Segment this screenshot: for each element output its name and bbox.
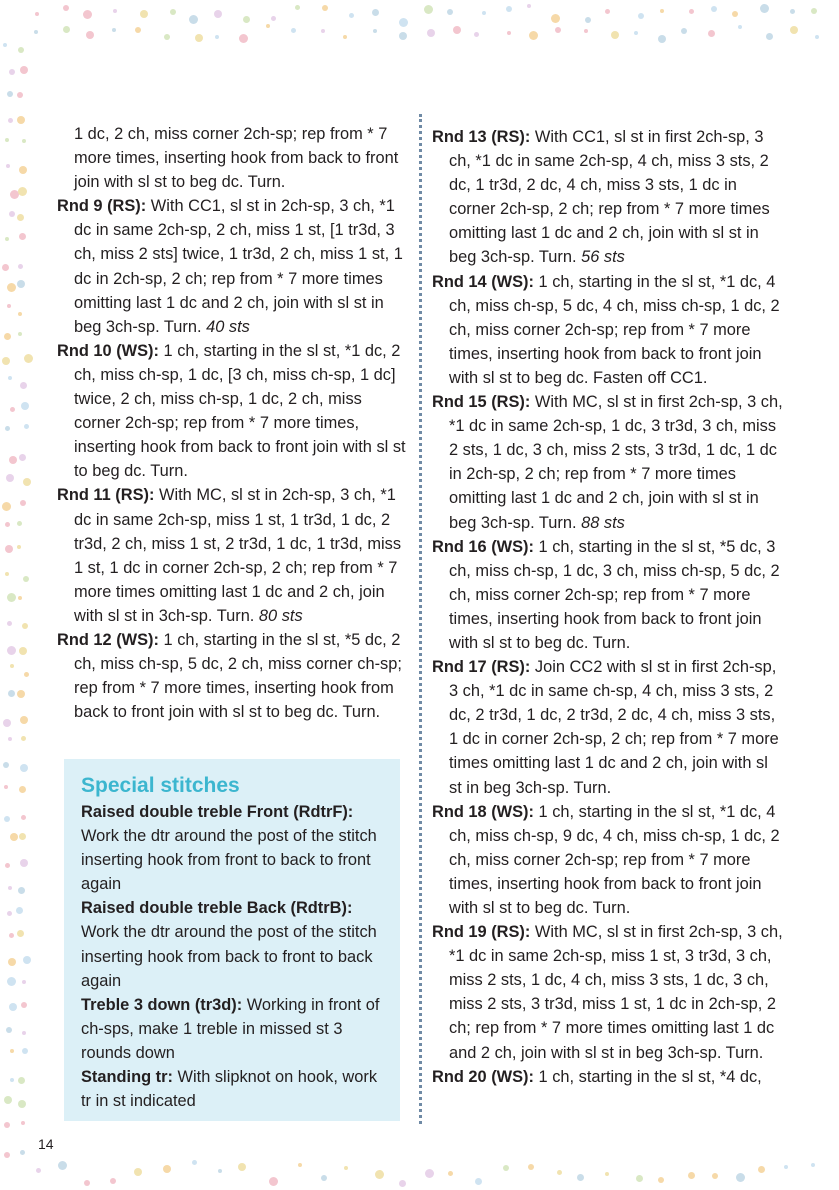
decorative-dot <box>10 407 15 412</box>
decorative-dot <box>21 815 26 820</box>
decorative-dot <box>189 15 198 24</box>
decorative-dot <box>636 1175 643 1182</box>
decorative-dot <box>506 6 512 12</box>
decorative-dot <box>163 1165 171 1173</box>
round-label: Rnd 20 (WS): <box>432 1067 534 1086</box>
round-text: With CC1, sl st in 2ch-sp, 3 ch, *1 dc in same 2ch-sp, 2 ch, miss 1 st, [1 tr3d, 3 ch, miss 2 sts] twice, 1 tr3d, 2 ch, miss 1 st, 1 dc in 2ch-sp, 2 ch; rep from * 7 more times omitting last 1 dc and 2 ch, join with sl st in beg 3ch-sp. Turn. <box>74 197 403 336</box>
round-text: 1 ch, starting in the sl st, *1 dc, 2 ch, miss ch-sp, 1 dc, [3 ch, miss ch-sp, 1 dc] twice, 2 ch, miss ch-sp, 1 dc, 2 ch, miss corner 2ch-sp; rep from * 7 more times, inserting hook from back to front join with sl st to beg dc. Turn. <box>74 341 406 481</box>
decorative-dot <box>689 9 694 14</box>
decorative-dot <box>7 304 11 308</box>
decorative-dot <box>17 92 23 98</box>
round-label: Rnd 18 (WS): <box>432 802 534 821</box>
decorative-dot <box>399 1180 406 1187</box>
decorative-dot <box>215 35 219 39</box>
round-label: Rnd 17 (RS): <box>432 658 531 677</box>
round-label: Rnd 11 (RS): <box>57 486 155 505</box>
decorative-dot <box>3 762 9 768</box>
decorative-dot <box>110 1178 116 1184</box>
decorative-dot <box>475 1178 482 1185</box>
round-text: With MC, sl st in first 2ch-sp, 3 ch, *1 dc in same 2ch-sp, miss 1 st, 3 tr3d, 3 ch, miss 2 sts, 1 dc, 4 ch, miss 3 sts, 1 dc, 3 ch, miss 2 sts, 3 tr3d, miss 1 st, 1 dc in 2ch-sp, 2 ch; rep from * 7 more times omitting last 1 dc and 2 ch, join with sl st in beg 3ch-sp. Turn. <box>449 923 783 1062</box>
decorative-dot <box>23 956 31 964</box>
decorative-dot <box>760 4 769 13</box>
decorative-dot <box>18 1100 26 1108</box>
decorative-dot <box>811 1163 815 1167</box>
decorative-dot <box>766 33 773 40</box>
decorative-dot <box>5 426 10 431</box>
round-15 <box>432 390 784 535</box>
decorative-dot <box>758 1166 765 1173</box>
decorative-dot <box>8 118 13 123</box>
decorative-dot <box>8 376 12 380</box>
decorative-dot <box>4 816 10 822</box>
decorative-dot <box>9 211 15 217</box>
decorative-dot <box>424 5 433 14</box>
decorative-dot <box>22 1031 26 1035</box>
decorative-dot <box>266 24 270 28</box>
decorative-dot <box>214 10 222 18</box>
decorative-dot <box>7 646 16 655</box>
decorative-dot <box>10 1078 14 1082</box>
decorative-dot <box>18 312 22 316</box>
decorative-dot <box>19 233 26 240</box>
right-column <box>432 125 784 1089</box>
decorative-dot <box>19 786 26 793</box>
decorative-dot <box>4 1096 12 1104</box>
decorative-dot <box>10 833 18 841</box>
decorative-dot <box>243 16 250 23</box>
round-label: Rnd 15 (RS): <box>432 393 531 412</box>
decorative-dot <box>5 138 9 142</box>
stitch-text: With slipknot on hook, work tr in st indicated <box>81 1068 378 1111</box>
decorative-dot <box>732 11 738 17</box>
decorative-dot <box>291 28 296 33</box>
stitch-count: 40 sts <box>206 317 250 336</box>
decorative-dot <box>9 933 14 938</box>
decorative-dot <box>784 1165 788 1169</box>
decorative-dot <box>5 237 9 241</box>
special-stitch-item <box>81 896 386 992</box>
decorative-dot <box>10 190 19 199</box>
decorative-dot <box>557 1170 562 1175</box>
decorative-dot <box>269 1177 278 1186</box>
decorative-dot <box>2 264 9 271</box>
round-13 <box>432 125 784 270</box>
decorative-dot <box>19 647 27 655</box>
decorative-dot <box>8 886 12 890</box>
decorative-dot <box>6 474 14 482</box>
decorative-dot <box>113 9 117 13</box>
decorative-dot <box>527 4 531 8</box>
round-16 <box>432 535 784 655</box>
round-text: With CC1, sl st in first 2ch-sp, 3 ch, *1 dc in same 2ch-sp, 4 ch, miss 3 sts, 2 dc, 1 tr3d, 2 dc, 4 ch, miss 3 sts, 1 dc in corner 2ch-sp, 2 ch; rep from * 7 more times omitting last 1 dc and 2 ch, join with sl st in beg 3ch-sp. Turn. <box>449 128 770 267</box>
decorative-dot <box>5 545 13 553</box>
round-label: Rnd 9 (RS): <box>57 197 147 216</box>
decorative-dot <box>605 9 610 14</box>
decorative-dot <box>660 9 664 13</box>
decorative-dot <box>8 958 16 966</box>
decorative-dot <box>18 332 22 336</box>
round-text: 1 ch, starting in the sl st, *4 dc, <box>533 1067 762 1086</box>
decorative-dot <box>321 29 325 33</box>
decorative-dot <box>344 1166 348 1170</box>
decorative-dot <box>17 930 24 937</box>
decorative-dot <box>373 29 377 33</box>
round-label: Rnd 13 (RS): <box>432 128 531 146</box>
decorative-dot <box>503 1165 509 1171</box>
round-text: 1 ch, starting in the sl st, *5 dc, 3 ch, miss ch-sp, 1 dc, 3 ch, miss ch-sp, 5 dc, 2 ch, miss corner 2ch-sp; rep from * 7 more times, inserting hook from back to front join with sl st to beg dc. Turn. <box>449 537 780 652</box>
decorative-dot <box>555 27 561 33</box>
round-17 <box>432 655 784 800</box>
decorative-dot <box>164 34 170 40</box>
decorative-dot <box>22 1048 28 1054</box>
round-label: Rnd 12 (WS): <box>57 630 159 649</box>
decorative-dot <box>447 9 453 15</box>
decorative-dot <box>8 690 15 697</box>
stitch-count: 80 sts <box>258 606 303 625</box>
decorative-dot <box>63 5 69 11</box>
decorative-dot <box>21 736 26 741</box>
decorative-dot <box>638 13 644 19</box>
decorative-dot <box>2 357 10 365</box>
decorative-dot <box>239 34 248 43</box>
decorative-dot <box>86 31 94 39</box>
round-text: 1 ch, starting in the sl st, *1 dc, 4 ch, miss ch-sp, 9 dc, 4 ch, miss ch-sp, 1 dc, 2 ch, miss corner 2ch-sp; rep from * 7 more times, inserting hook from back to front join with sl st to beg dc. Turn. <box>449 802 780 917</box>
decorative-dot <box>7 283 16 292</box>
decorative-dot <box>18 596 22 600</box>
decorative-dot <box>815 35 819 39</box>
decorative-dot <box>298 1163 302 1167</box>
decorative-dot <box>5 572 9 576</box>
decorative-dot <box>349 13 354 18</box>
decorative-dot <box>9 69 15 75</box>
decorative-dot <box>24 672 29 677</box>
round-continuation <box>57 122 409 194</box>
decorative-dot <box>20 859 28 867</box>
stitch-text: Working in front of ch-sps, make 1 treble in missed st 3 rounds down <box>81 995 380 1062</box>
decorative-dot <box>19 166 27 174</box>
decorative-dot <box>22 623 28 629</box>
decorative-dot <box>790 9 795 14</box>
stitch-count: 88 sts <box>581 513 625 532</box>
left-column <box>57 122 409 724</box>
decorative-dot <box>7 621 12 626</box>
decorative-dot <box>736 1173 745 1182</box>
decorative-dot <box>790 26 798 34</box>
decorative-dot <box>84 1180 90 1186</box>
decorative-dot <box>20 1150 25 1155</box>
decorative-dot <box>21 402 29 410</box>
decorative-dot <box>4 785 8 789</box>
decorative-dot <box>17 690 25 698</box>
round-text: 1 ch, starting in the sl st, *1 dc, 4 ch, miss ch-sp, 5 dc, 4 ch, miss ch-sp, 1 dc, 2 ch, miss corner 2ch-sp; rep from * 7 more times, inserting hook from back to front join with sl st to beg dc. Fasten off CC1. <box>449 272 780 387</box>
decorative-dot <box>10 664 14 668</box>
decorative-dot <box>134 1168 142 1176</box>
decorative-dot <box>811 8 817 14</box>
decorative-dot <box>585 17 591 23</box>
decorative-dot <box>611 31 619 39</box>
decorative-dot <box>83 10 92 19</box>
decorative-dot <box>18 47 24 53</box>
decorative-dot <box>218 1169 222 1173</box>
decorative-dot <box>372 9 379 16</box>
decorative-dot <box>577 1174 584 1181</box>
decorative-dot <box>17 521 22 526</box>
decorative-dot <box>35 12 39 16</box>
decorative-dot <box>20 500 26 506</box>
decorative-dot <box>23 576 29 582</box>
decorative-dot <box>3 43 7 47</box>
round-9 <box>57 194 409 339</box>
decorative-dot <box>24 424 29 429</box>
decorative-dot <box>7 91 13 97</box>
decorative-dot <box>5 863 10 868</box>
decorative-dot <box>425 1169 434 1178</box>
decorative-dot <box>7 911 12 916</box>
decorative-dot <box>36 1168 41 1173</box>
round-11 <box>57 483 409 628</box>
decorative-dot <box>20 764 28 772</box>
round-label: Rnd 10 (WS): <box>57 341 159 360</box>
decorative-dot <box>17 545 21 549</box>
round-text: Join CC2 with sl st in first 2ch-sp, 3 ch, *1 dc in same ch-sp, 4 ch, miss 3 sts, 2 dc, 2 tr3d, 1 dc, 2 tr3d, 2 dc, 4 ch, miss 3 sts, 1 dc in corner 2ch-sp, 2 ch; rep from * 7 more times omitting last 1 dc and 2 ch, join with sl st in beg 3ch-sp. Turn. <box>449 658 779 797</box>
round-10 <box>57 339 409 484</box>
decorative-dot <box>21 1121 25 1125</box>
round-continuation-text: 1 dc, 2 ch, miss corner 2ch-sp; rep from * 7 more times, inserting hook from back to front join with sl st to beg dc. Turn. <box>74 125 399 192</box>
decorative-dot <box>17 116 25 124</box>
decorative-dot <box>605 1172 609 1176</box>
special-stitches-box <box>64 759 400 1121</box>
decorative-dot <box>711 6 717 12</box>
special-stitches-title: Special stitches <box>81 774 240 797</box>
stitch-text: Work the dtr around the post of the stitch inserting hook from front to back to front again <box>81 827 377 894</box>
decorative-dot <box>7 593 16 602</box>
decorative-dot <box>23 478 31 486</box>
decorative-dot <box>17 214 24 221</box>
round-18 <box>432 800 784 920</box>
decorative-dot <box>448 1171 453 1176</box>
stitch-label: Standing tr: <box>81 1068 173 1087</box>
decorative-dot <box>58 1161 67 1170</box>
decorative-dot <box>322 5 328 11</box>
decorative-dot <box>708 30 715 37</box>
stitch-text: Work the dtr around the post of the stitch inserting hook from back to front to back again <box>81 923 377 990</box>
decorative-dot <box>195 34 203 42</box>
decorative-dot <box>4 1152 10 1158</box>
decorative-dot <box>474 32 479 37</box>
decorative-dot <box>321 1175 327 1181</box>
decorative-dot <box>34 30 38 34</box>
decorative-dot <box>453 26 461 34</box>
decorative-dot <box>18 264 23 269</box>
decorative-dot <box>482 11 486 15</box>
decorative-dot <box>19 833 26 840</box>
decorative-dot <box>20 66 28 74</box>
round-12 <box>57 628 409 724</box>
round-20 <box>432 1065 784 1089</box>
column-divider <box>419 114 422 1124</box>
decorative-dot <box>140 10 148 18</box>
decorative-dot <box>399 32 407 40</box>
decorative-dot <box>738 25 742 29</box>
decorative-dot <box>22 980 26 984</box>
decorative-dot <box>10 1049 14 1053</box>
decorative-dot <box>634 31 638 35</box>
decorative-dot <box>19 454 26 461</box>
decorative-dot <box>5 522 10 527</box>
decorative-dot <box>4 1122 10 1128</box>
decorative-dot <box>24 354 33 363</box>
decorative-dot <box>271 16 276 21</box>
round-text: 1 ch, starting in the sl st, *5 dc, 2 ch, miss ch-sp, 5 dc, 2 ch, miss corner ch-sp; rep from * 7 more times, inserting hook from back to front join with sl st to beg dc. Turn. <box>74 630 402 722</box>
decorative-dot <box>584 29 588 33</box>
decorative-dot <box>112 28 116 32</box>
page-number: 14 <box>38 1136 54 1152</box>
decorative-dot <box>7 977 16 986</box>
decorative-dot <box>528 1164 534 1170</box>
decorative-dot <box>658 35 666 43</box>
decorative-dot <box>18 887 25 894</box>
decorative-dot <box>688 1172 695 1179</box>
decorative-dot <box>135 27 141 33</box>
stitch-label: Treble 3 down (tr3d): <box>81 995 243 1014</box>
decorative-dot <box>6 164 10 168</box>
decorative-dot <box>17 280 25 288</box>
round-19 <box>432 920 784 1065</box>
decorative-dot <box>3 719 11 727</box>
decorative-dot <box>16 907 23 914</box>
round-text: With MC, sl st in 2ch-sp, 3 ch, *1 dc in same 2ch-sp, miss 1 st, 1 tr3d, 1 dc, 2 tr3d, 2 ch, miss 1 st, 2 tr3d, 1 dc, 1 tr3d, miss 1 st, 1 dc in corner 2ch-sp, 2 ch; rep from * 7 more times omitting last 1 dc and 2 ch, join with sl st in 3ch-sp. Turn. <box>74 486 402 625</box>
stitch-label: Raised double treble Front (RdtrF): <box>81 803 354 821</box>
stitch-count: 56 sts <box>581 248 625 267</box>
decorative-dot <box>529 31 538 40</box>
decorative-dot <box>658 1177 664 1183</box>
round-text: With MC, sl st in first 2ch-sp, 3 ch, *1 dc in same 2ch-sp, 1 dc, 3 tr3d, 3 ch, miss 2 sts, 1 dc, 3 ch, miss 2 sts, 3 tr3d, 1 dc, 1 dc in 2ch-sp, 2 ch; rep from * 7 more times omitting last 1 dc and 2 ch, join with sl st in beg 3ch-sp. Turn. <box>449 393 783 532</box>
round-label: Rnd 16 (WS): <box>432 537 534 556</box>
decorative-dot <box>238 1163 246 1171</box>
round-label: Rnd 19 (RS): <box>432 923 531 942</box>
special-stitch-item <box>81 993 386 1065</box>
decorative-dot <box>63 26 70 33</box>
decorative-dot <box>399 18 408 27</box>
decorative-dot <box>2 502 11 511</box>
stitch-label: Raised double treble Back (RdtrB): <box>81 899 353 918</box>
decorative-dot <box>681 28 687 34</box>
decorative-dot <box>18 1077 25 1084</box>
decorative-dot <box>9 456 17 464</box>
decorative-dot <box>20 716 28 724</box>
round-label: Rnd 14 (WS): <box>432 272 534 291</box>
decorative-dot <box>551 14 560 23</box>
decorative-dot <box>22 139 26 143</box>
decorative-dot <box>4 333 11 340</box>
decorative-dot <box>295 5 300 10</box>
decorative-dot <box>6 1027 12 1033</box>
decorative-dot <box>427 29 435 37</box>
decorative-dot <box>18 187 27 196</box>
decorative-dot <box>170 9 176 15</box>
round-14 <box>432 270 784 390</box>
decorative-dot <box>20 382 27 389</box>
decorative-dot <box>8 737 12 741</box>
special-stitch-item <box>81 800 386 896</box>
decorative-dot <box>9 1003 17 1011</box>
decorative-dot <box>21 1002 27 1008</box>
decorative-dot <box>192 1160 197 1165</box>
decorative-dot <box>375 1170 384 1179</box>
decorative-dot <box>712 1173 718 1179</box>
special-stitch-item <box>81 1065 386 1113</box>
decorative-dot <box>343 35 347 39</box>
decorative-dot <box>507 31 511 35</box>
